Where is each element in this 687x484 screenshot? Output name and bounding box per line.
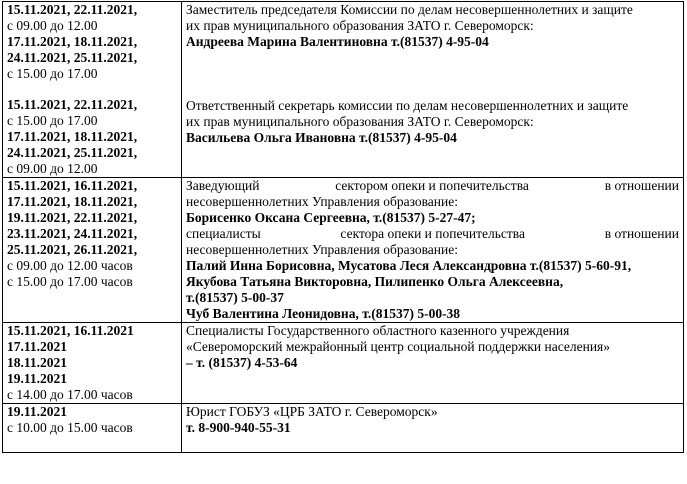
text-part: сектором опеки и попечительства [335, 178, 529, 193]
date-line: 19.11.2021 [7, 404, 68, 419]
contact-name: Васильева Ольга Ивановна т.(81537) 4-95-04 [186, 130, 457, 145]
date-line: 17.11.2021, 18.11.2021, [7, 194, 138, 209]
time-line: с 15.00 до 17.00 [7, 113, 98, 128]
contact-cell [182, 404, 684, 453]
contact-name: Якубова Татьяна Викторовна, Пилипенко Ольга Алексеевна, [186, 274, 564, 289]
contact-name: Андреева Марина Валентиновна т.(81537) 4-95-04 [186, 34, 489, 49]
time-line: с 09.00 до 12.00 [7, 161, 98, 176]
time-line: с 09.00 до 12.00 часов [7, 258, 133, 273]
time-line: с 09.00 до 12.00 [7, 18, 98, 33]
text-part: в отношении [604, 178, 679, 193]
date-line: 25.11.2021, 26.11.2021, [7, 242, 138, 257]
contact-role [186, 226, 679, 242]
contact-role: несовершеннолетних Управления образование: [186, 242, 458, 257]
contact-phone: т.(81537) 5-00-37 [186, 290, 284, 305]
dates-cell [3, 2, 182, 178]
contact-cell [182, 2, 684, 178]
contact-phone: – т. (81537) 4-53-64 [186, 355, 298, 370]
date-line: 18.11.2021 [7, 355, 68, 370]
contact-role: несовершеннолетних Управления образование: [186, 194, 458, 209]
date-line: 15.11.2021, 16.11.2021, [7, 178, 138, 193]
text-part: в отношении [604, 226, 679, 241]
date-line: 17.11.2021, 18.11.2021, [7, 129, 138, 144]
contact-role: Заместитель председателя Комиссии по делам несовершеннолетних и защите [186, 2, 633, 17]
dates-cell [3, 178, 182, 323]
contact-role: их прав муниципального образования ЗАТО г. Североморск: [186, 114, 534, 129]
date-line: 19.11.2021, 22.11.2021, [7, 210, 138, 225]
table-row [3, 404, 684, 453]
time-line: с 15.00 до 17.00 [7, 66, 98, 81]
contact-name: Борисенко Оксана Сергеевна, т.(81537) 5-27-47; [186, 210, 476, 225]
contact-name: Палий Инна Борисовна, Мусатова Леся Александровна т.(81537) 5-60-91, [186, 258, 632, 273]
table-row [3, 2, 684, 178]
contact-role: Юрист ГОБУЗ «ЦРБ ЗАТО г. Североморск» [186, 404, 438, 419]
date-line: 17.11.2021, 18.11.2021, [7, 34, 138, 49]
text-part: сектора опеки и попечительства [340, 226, 525, 241]
contact-name: Чуб Валентина Леонидовна, т.(81537) 5-00-38 [186, 306, 461, 321]
date-line: 15.11.2021, 22.11.2021, [7, 2, 138, 17]
date-line: 15.11.2021, 16.11.2021 [7, 323, 134, 338]
date-line: 23.11.2021, 24.11.2021, [7, 226, 138, 241]
schedule-table [2, 1, 684, 453]
date-line: 24.11.2021, 25.11.2021, [7, 50, 138, 65]
time-line: с 10.00 до 15.00 часов [7, 420, 133, 435]
dates-cell [3, 323, 182, 404]
contact-role: Ответственный секретарь комиссии по делам несовершеннолетних и защите [186, 98, 629, 113]
contact-cell [182, 178, 684, 323]
contact-role: «Североморский межрайонный центр социальной поддержки населения» [186, 339, 611, 354]
time-line: с 15.00 до 17.00 часов [7, 274, 133, 289]
contact-role: их прав муниципального образования ЗАТО г. Североморск: [186, 18, 534, 33]
table-row [3, 178, 684, 323]
date-line: 17.11.2021 [7, 339, 68, 354]
table-row [3, 323, 684, 404]
date-line: 19.11.2021 [7, 371, 68, 386]
contact-phone: т. 8-900-940-55-31 [186, 420, 291, 435]
date-line: 15.11.2021, 22.11.2021, [7, 97, 138, 112]
contact-role: Специалисты Государственного областного казенного учреждения [186, 323, 570, 338]
date-line: 24.11.2021, 25.11.2021, [7, 145, 138, 160]
text-part: Заведующий [186, 178, 260, 193]
text-part: специалисты [186, 226, 261, 241]
contact-cell [182, 323, 684, 404]
contact-role [186, 178, 679, 194]
time-line: с 14.00 до 17.00 часов [7, 387, 133, 402]
dates-cell [3, 404, 182, 453]
